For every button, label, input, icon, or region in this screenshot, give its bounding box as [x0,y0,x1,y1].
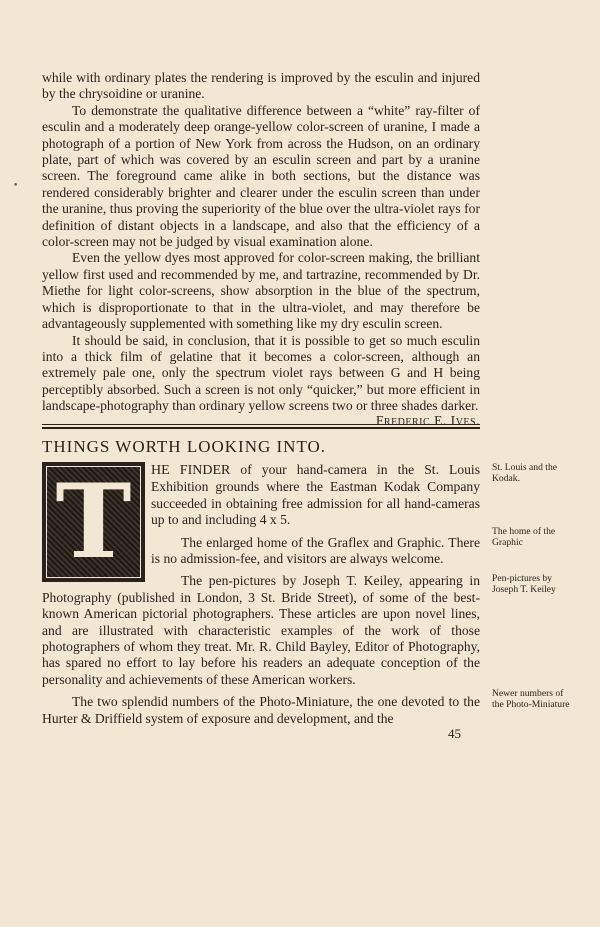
paragraph: To demonstrate the qualitative difference between a “white” ray-filter of esculin and a moderately deep orange-yellow color-screen of uranine, I made a photograph of a portion of New York from across the Hudson, on an ordinary plate, part of which was covered by an esculin screen and part by a uranine screen. The foreground came alike in both sections, but the distance was rendered considerably brighter and clearer under the esculin screen than under the uranine, thus proving the superiority of the blue over the ultra-violet rays for definition of distant objects in a landscape, and also that the efficiency of a color-screen may not be judged by visual examination alone. [42,102,480,250]
section-divider [42,424,480,425]
drop-cap-letter: T [55,462,132,582]
margin-note: St. Louis and the Kodak. [492,462,558,484]
paragraph: It should be said, in conclusion, that it is possible to get so much esculin into a thick film of gelatine that it becomes a color-screen, although an extremely pale one, only the spectrum violet rays between G and H being perceptibly absorbed. Such a screen is not only “quicker,” but more efficient in landscape-photography than ordinary yellow screens two or three shades darker. [42,332,480,414]
paragraph: The enlarged home of the Graflex and Graphic. There is no admission-fee, and visitors are always welcome. [151,534,480,567]
section-divider-thick [42,427,480,429]
bottom-text-block [42,462,480,727]
paragraph: Even the yellow dyes most approved for color-screen making, the brilliant yellow first used and recommended by me, and tartrazine, recommended by Dr. Miethe for light color-screens, show absorption in the blue of the spectrum, which is disproportionate to that in the ultra-violet, and may therefore be advantageously supplemented with something like my dry esculin screen. [42,250,480,332]
paragraph: while with ordinary plates the rendering is improved by the esculin and injured by the chrysoidine or uranine. [42,70,480,102]
top-text-block [42,70,480,429]
paragraph: The two splendid numbers of the Photo-Miniature, the one devoted to the Hurter & Driffield system of exposure and development, and the [42,694,480,726]
margin-note: Pen-pictures by Joseph T. Keiley [492,573,556,595]
lead-words: HE FINDER [151,463,231,478]
page-number: 45 [448,726,461,741]
author-signature: Frederic E. Ives. [375,412,480,428]
margin-mark: • [13,181,19,191]
paragraph: The pen-pictures by Joseph T. Keiley, appearing in Photography (published in London, 3 St. Bride Street), of some of the best-known American pictorial photographers. These articles are upon novel lines, and are illustrated with characteristic examples of the work of those photographers of whom they treat. Mr. R. Child Bayley, Editor of Photography, has spared no effort to lay before his readers an adequate conception of the personality and achievements of these American workers. [42,573,480,687]
margin-note: The home of the Graphic [492,526,556,548]
drop-cap-ornament [42,462,145,582]
section-heading: THINGS WORTH LOOKING INTO. [42,437,327,456]
margin-note: Newer numbers of the Photo-Miniature [492,688,570,710]
paragraph-text: of your hand-camera in the St. Louis Exhibition grounds where the Eastman Kodak Company succeeded in obtaining free admission for all hand-cameras up to and including 4 x 5. [151,462,480,528]
